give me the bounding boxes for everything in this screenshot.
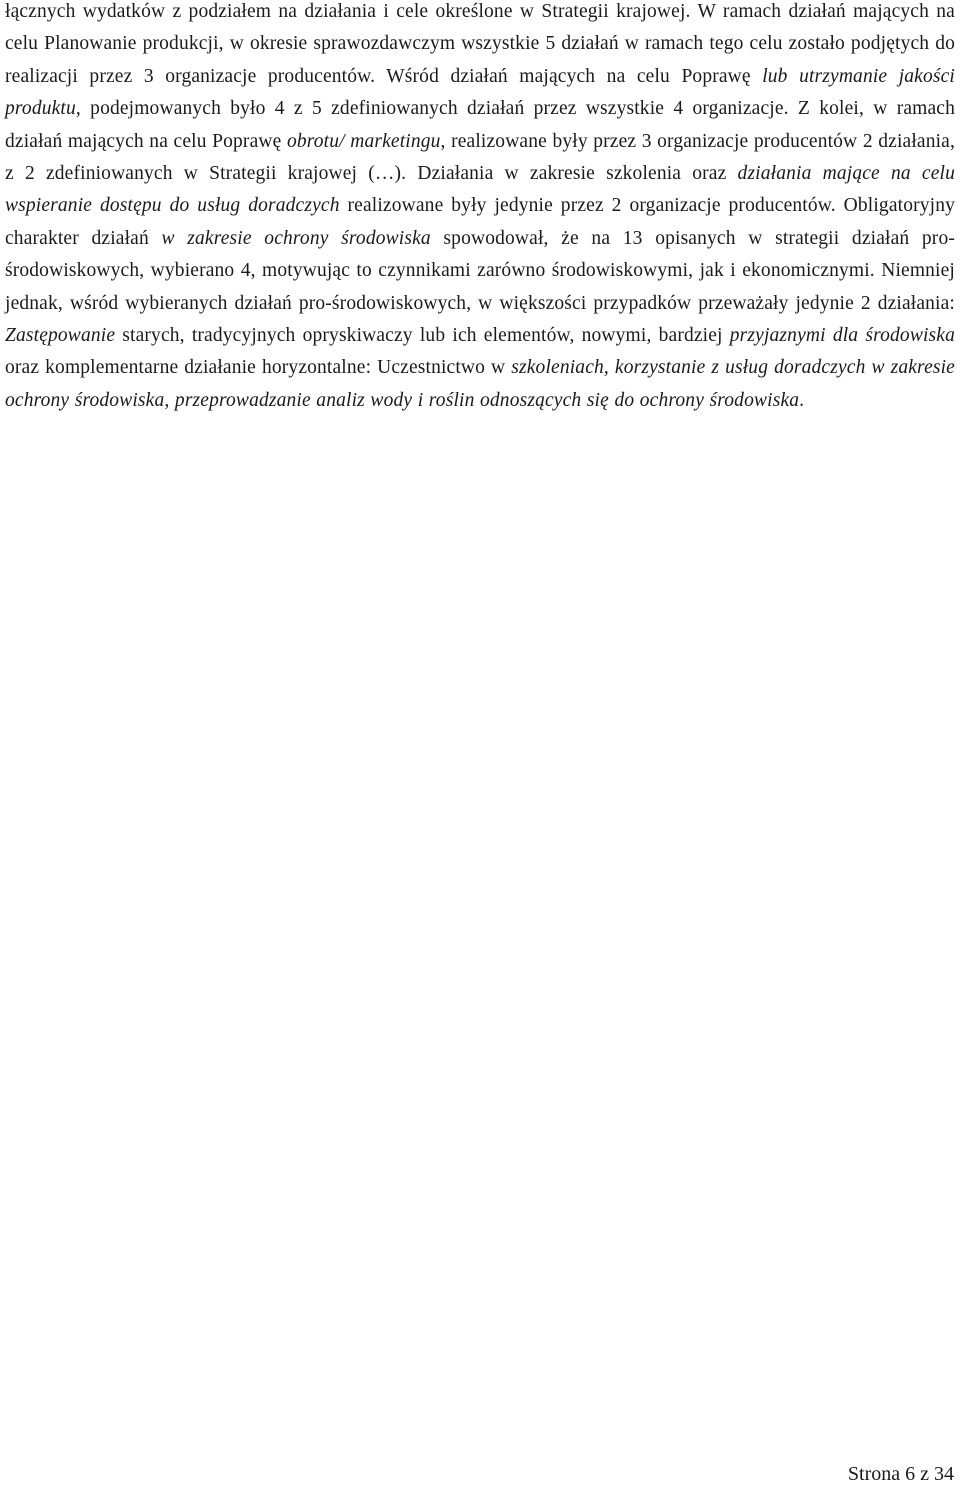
paragraph-italic-segment: Zastępowanie [5,325,116,347]
paragraph-text-segment: , podejmowanych było 4 z 5 zdefiniowanych działań przez wszystkie 4 organizacje. Z kolei, w ramach działań mających na celu Poprawę [5,98,955,152]
paragraph-text-segment: , realizowane były przez 3 organizacje producentów 2 działania, z 2 zdefiniowanych w Strategii krajowej (…). Działania w zakresie szkolenia oraz [5,130,955,185]
body-paragraph [5,0,955,417]
paragraph-text-segment: . [799,389,805,411]
paragraph-italic-segment: przyjaznymi dla środowiska [729,325,955,347]
paragraph-text-segment: realizowane były jedynie przez 2 organizacje producentów. Obligatoryjny charakter działań [5,195,956,249]
paragraph-italic-segment: obrotu/ marketingu [286,130,441,152]
paragraph-italic-segment: działania mające na celu wspieranie dostępu do usług doradczych [5,163,955,217]
paragraph-italic-segment: lub utrzymanie jakości produktu [5,65,955,120]
paragraph-text-segment: oraz komplementarne działanie horyzontalne: Uczestnictwo w [5,357,512,379]
paragraph-text-segment: łącznych wydatków z podziałem na działania i cele określone w Strategii krajowej. W ramach działań mających na celu Planowanie produkcji, w okresie sprawozdawczym wszystkie 5 działań w ramach tego celu zostało podjętych do realizacji przez 3 organizacje producentów. Wśród działań mających na celu Poprawę [5,1,955,87]
paragraph-italic-segment: w zakresie ochrony środowiska [161,227,431,249]
paragraph-text-segment: spowodował, że na 13 opisanych w strategii działań pro-środowiskowych, wybierano 4, motywując to czynnikami zarówno środowiskowymi, jak i ekonomicznymi. Niemniej jednak, wśród wybieranych działań pro-środowiskowych, w większości przypadków przeważały jedynie 2 działania: [5,227,955,314]
paragraph-text-segment: starych, tradycyjnych opryskiwaczy lub ich elementów, nowymi, bardziej [115,325,730,347]
paragraph-italic-segment: szkoleniach, korzystanie z usług doradczych w zakresie ochrony środowiska, przeprowadzanie analiz wody i roślin odnoszących się do ochrony środowiska [5,357,955,411]
page-number: Strona 6 z 34 [847,1463,954,1485]
